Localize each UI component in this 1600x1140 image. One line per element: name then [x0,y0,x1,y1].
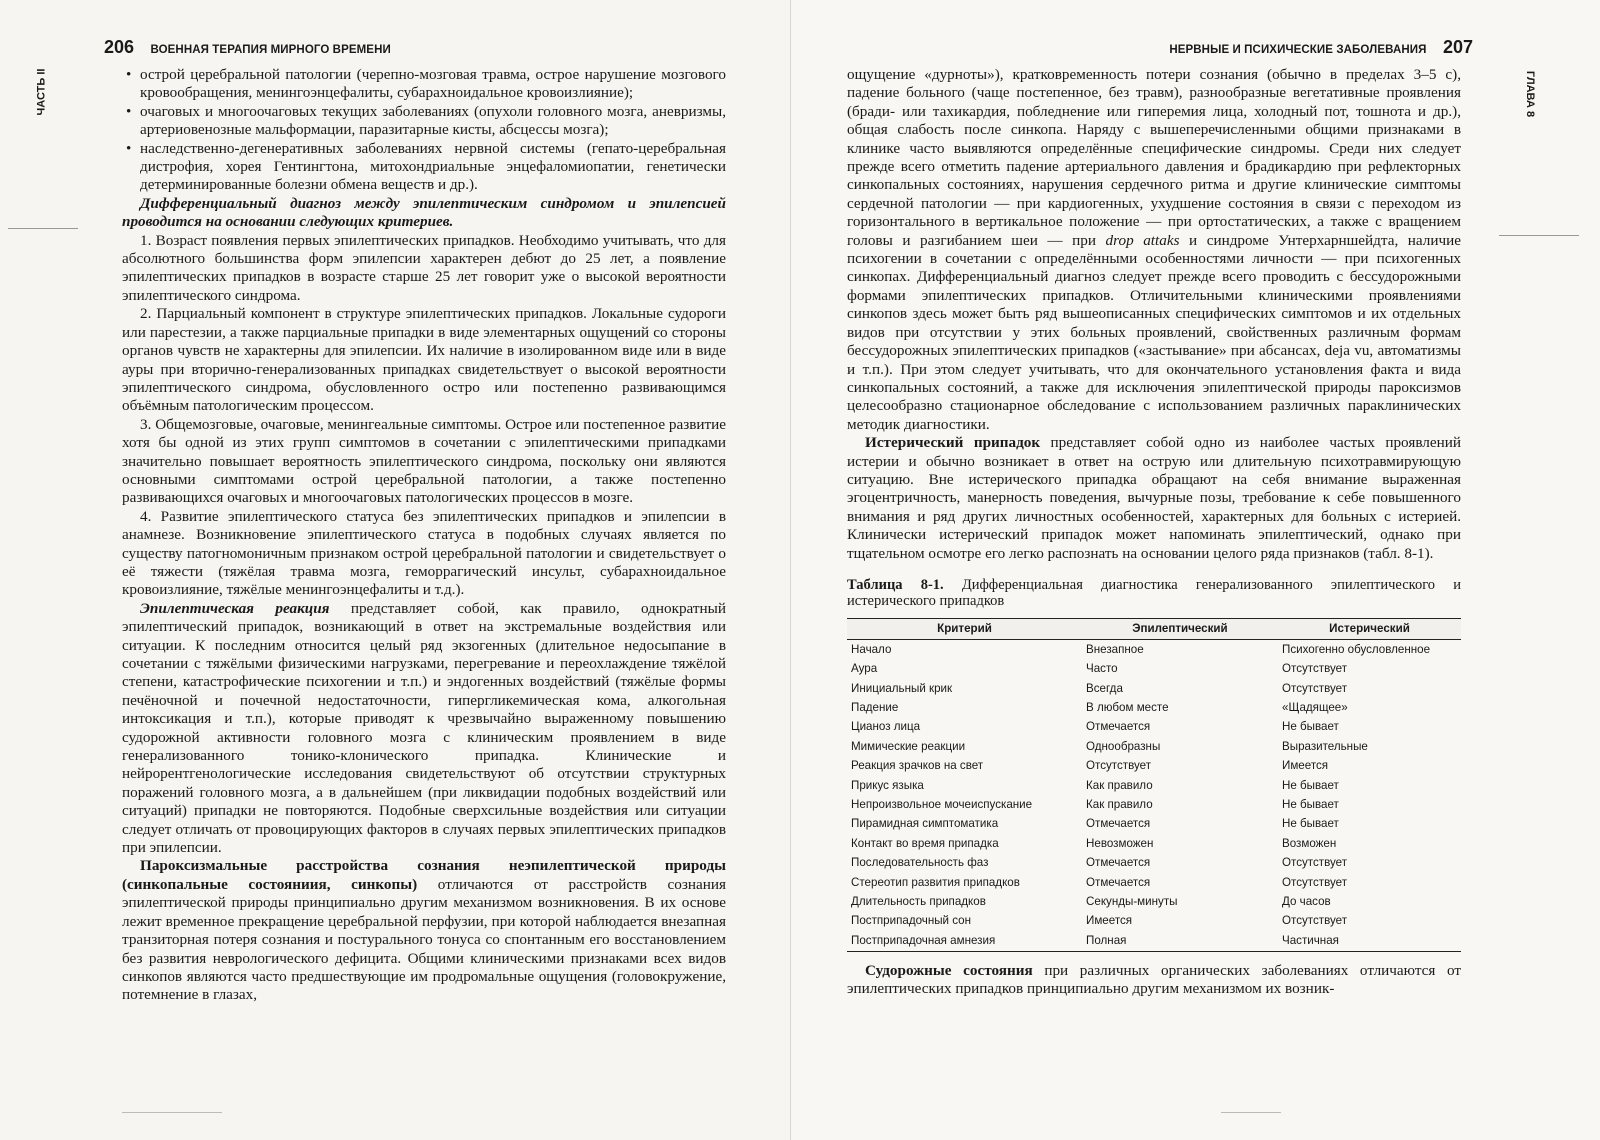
right-tab-rule [1499,235,1579,236]
table-row [847,912,1461,931]
left-footer-rule [122,1112,222,1113]
table-caption [847,577,1461,610]
list-item: • острой церебральной патологии (черепно-мозговая травма, острое нарушение мозгового кровообращения, менингоэнцефалиты, субарахноидальное кровоизлияние); [122,66,726,103]
table-header-row [847,618,1461,639]
right-page-number: 207 [1442,37,1473,57]
table-cell: Отмечается [1086,720,1151,734]
table-cell: Внезапное [1086,642,1144,656]
table-cell: Реакция зрачков на свет [851,759,984,773]
table-cell: Постприпадочная амнезия [847,931,1082,951]
table-cell: Длительность припадков [851,894,986,908]
table-row [847,834,1461,853]
table-cell: Как правило [1086,797,1153,811]
table-cell: Секунды-минуты [1086,894,1178,908]
reaction-paragraph [122,600,726,858]
table-label: Таблица 8-1. [847,576,944,593]
diff-intro: Дифференциальный диагноз между эпилептическим синдромом и эпилепсией проводится на основании следующих критериев. [122,194,726,231]
drop-attaks-term: drop attaks [1105,231,1180,249]
paroxysm-term: Пароксизмальные расстройства сознания неэпилептической природы (синкопальные состояниия, синкопы) [122,857,726,893]
table-cell: Полная [1082,931,1278,951]
table-row [847,815,1461,834]
seizure-text: при различных органических заболеваниях отличаются от эпилептических припадков принципиально другим механизмом их возник- [847,961,1462,998]
table-header: Истерический [1278,618,1461,639]
table-row [847,873,1461,892]
criterion-paragraph: 3. Общемозговые, очаговые, менингеальные симптомы. Острое или постепенное развитие хотя бы одной из этих групп симптомов в сочетании с эпилептическими припадками значительно повышает вероятность эпилептического синдрома, поскольку они являются основными симптомами острой церебральной патологии, а также постепенно развивающихся очаговых и многоочаговых патологических процессов в мозге. [122,415,726,507]
continued-text-2: и синдроме Унтерхарншейдта, наличие психогении в сочетании с определёнными особенностями личности — при психогенных синкопах. Дифференциальный диагноз следует прежде всего проводить с бессудорожными формами эпилептических припадков. Отличительными клиническими проявлениями синкопов здесь может быть ряд вышеописанных специфических симптомов и их отдельных видов при отсутствии у этих больных проявлений, свойственных различным формам бессудорожных эпилептических припадков («застывание» при абсансах, deja vu, автоматизмы и т.п.). При этом следует учитывать, что для окончательного установления факта и вида синкопальных состояний, а также для исключения эпилептической природы пароксизмов целесообразно стационарное обследование с использованием различных параклинических методик диагностики. [847,231,1462,433]
left-side-tab: ЧАСТЬ II [35,68,48,116]
table-cell: Постприпадочный сон [851,914,972,928]
paroxysm-paragraph [122,857,726,1004]
table-cell: Частичная [1278,931,1461,951]
table-cell: До часов [1282,894,1331,908]
table-caption-text: Дифференциальная диагностика генерализованного эпилептического и истерического припадков [847,576,1461,610]
table-cell: Часто [1086,662,1118,676]
table-row [847,718,1461,737]
table-cell: Отсутствует [1282,875,1348,889]
list-item: • очаговых и многоочаговых текущих заболеваниях (опухоли головного мозга, аневризмы, артериовенозные мальформации, паразитарные кисты, абсцессы мозга); [122,103,726,140]
right-text-column [847,66,1461,998]
left-running-title: ВОЕННАЯ ТЕРАПИЯ МИРНОГО ВРЕМЕНИ [150,44,391,56]
paroxysm-text: отличаются от расстройств сознания эпилептической природы принципиально другим механизмом возникновения. В их основе лежит временное прекращение церебральной перфузии, при которой наблюдается внезапная транзиторная потеря сознания и постурального тонуса со спонтанным его восстановлением без развития неврологического дефицита. Общими клиническими признаками всех видов синкопов являются часто предшествующие им продромальные ощущения (головокружение, потемнение в глазах, [122,875,726,1004]
left-page [0,0,790,1140]
table-cell: Всегда [1086,681,1123,695]
table-cell: Отсутствует [1282,914,1348,928]
table-cell: «Щадящее» [1282,701,1348,715]
right-page [790,0,1600,1140]
table-cell: Отмечается [1086,856,1151,870]
table-cell: В любом месте [1086,701,1169,715]
left-tab-rule [8,228,78,229]
continued-text: ощущение «дурноты»), кратковременность потери сознания (обычно в пределах 3–5 с), падение больного (чаще постепенное, без травм), разнообразные вегетативные проявления (бради- или тахикардия, побледнение или гиперемия лица, холодный пот, тошнота и др.), общая слабость после синкопа. Наряду с вышеперечисленными общими признаками в клинике часто выявляются определённые специфические синдромы. Среди них следует прежде всего отметить падение артериального давления и брадикардию при рефлекторных синкопальных состояниях, нарушения сердечного ритма и другие клинические симптомы сердечной патологии — при кардиогенных, ухудшение состояния в связи с переходом из горизонтального в вертикальное положение — при ортостатических, а также с вращением головы и разгибанием шеи — при [847,66,1461,249]
table-cell: Отмечается [1086,817,1151,831]
right-footer-rule [1221,1112,1281,1113]
table-cell: Выразительные [1282,739,1368,753]
list-item: • наследственно-дегенеративных заболеваниях нервной системы (гепато-церебральная дистрофия, хорея Гентингтона, митохондриальные энцефаломиопатии, генетически детерминированные болезни обмена веществ и др.). [122,140,726,195]
table-cell: Цианоз лица [851,720,921,734]
criterion-paragraph: 2. Парциальный компонент в структуре эпилептических припадков. Локальные судороги или парестезии, а также парциальные припадки в виде элементарных ощущений со стороны органов чувств не характерны для эпилепсии. Их наличие в изолированном виде или в виде ауры при вторично-генерализованных припадках свидетельствует о высокой вероятности эпилептического синдрома, обусловленного остро или постепенно развивающимся объёмным патологическим процессом. [122,305,726,415]
table-cell: Последовательность фаз [851,856,989,870]
table-row [847,776,1461,795]
reaction-text: представляет собой, как правило, однократный эпилептический припадок, возникающий в ответ на экстремальные воздействия или ситуации. К последним относится целый ряд экзогенных (длительное недосыпание в сочетании с тяжёлыми физическими нагрузками, перегревание и переохлаждение тяжёлой степени, катастрофические психогении и т.п.) и эндогенных воздействий (тяжёлые формы печёночной и почечной недостаточности, гипергликемическая кома, алкогольная интоксикация и т.п.), которые приводят к чрезвычайно выраженному повышению судорожной активности головного мозга с клиническим проявлением в виде генерализованного тонико-клонического припадка. Клинические и нейрорентгенологические исследования свидетельствуют об отсутствии структурных поражений головного мозга, а в дальнейшем (при ликвидации подобных воздействий или ситуаций) припадки не повторяются. Подобные сверхсильные воздействия или ситуации следует отличать от провоцирующих факторов в случаях первых эпилептических припадков при эпилепсии. [122,599,726,857]
table-cell: Отсутствует [1086,759,1152,773]
table-cell: Отмечается [1086,875,1151,889]
seizure-paragraph [847,962,1461,999]
table-row [847,660,1461,679]
table-row [847,699,1461,718]
continued-paragraph [847,66,1461,434]
left-page-number: 206 [104,37,135,57]
diagnosis-table [847,618,1461,952]
table-row [847,854,1461,873]
left-text-column [122,66,726,1005]
table-cell: Начало [851,642,892,656]
seizure-term: Судорожные состояния [865,961,1033,979]
bullet-list [122,66,726,195]
table-row [847,796,1461,815]
table-cell: Аура [851,662,878,676]
table-cell: Отсутствует [1282,662,1348,676]
table-cell: Пирамидная симптоматика [851,817,999,831]
table-cell: Имеется [1282,759,1329,773]
table-row [847,892,1461,911]
table-row [847,640,1461,660]
table-cell: Мимические реакции [851,739,966,753]
table-cell: Возможен [1282,836,1337,850]
table-cell: Непроизвольное мочеиспускание [851,797,1033,811]
table-cell: Психогенно обусловленное [1282,642,1431,656]
table-cell: Не бывает [1282,778,1339,792]
table-cell: Инициальный крик [851,681,953,695]
table-cell: Стереотип развития припадков [851,875,1020,889]
table-cell: Невозможен [1086,836,1154,850]
hysteria-text: представляет собой одно из наиболее частых проявлений истерии и обычно возникает в ответ на острую или длительную психотравмирующую ситуацию. Вне истерического припадка обращают на себя внимание выраженная эгоцентричность, манерность поведения, вычурные позы, требование к себе повышенного внимания и ряд других личностных особенностей, характерных для больных с истерией. Клинически истерический припадок может напоминать эпилептический, однако при тщательном осмотре его легко распознать на основании целого ряда признаков (табл. 8-1). [847,434,1462,562]
hysteria-paragraph [847,434,1461,563]
left-page-header [104,37,391,58]
reaction-term: Эпилептическая реакция [140,599,330,617]
table-row [847,737,1461,756]
table-cell: Отсутствует [1282,856,1348,870]
table-cell: Прикус языка [851,778,924,792]
table-cell: Имеется [1086,914,1133,928]
table-row [847,931,1461,951]
right-page-header [1169,37,1473,58]
table-cell: Как правило [1086,778,1153,792]
table-header: Эпилептический [1082,618,1278,639]
criterion-paragraph: 1. Возраст появления первых эпилептических припадков. Необходимо учитывать, что для абсолютного большинства форм эпилепсии характерен дебют до 25 лет, а появление эпилептических припадков в возрасте старше 25 лет говорит уже о высокой вероятности эпилептического синдрома. [122,231,726,304]
table-cell: Падение [851,701,899,715]
table-row [847,679,1461,698]
table-cell: Не бывает [1282,720,1339,734]
right-side-tab: ГЛАВА 8 [1524,70,1537,118]
table-header: Критерий [847,618,1082,639]
table-cell: Не бывает [1282,797,1339,811]
table-cell: Контакт во время припадка [851,836,999,850]
table-cell: Не бывает [1282,817,1339,831]
table-cell: Однообразны [1086,739,1161,753]
right-running-title: НЕРВНЫЕ И ПСИХИЧЕСКИЕ ЗАБОЛЕВАНИЯ [1169,44,1427,56]
hysteria-term: Истерический припадок [865,434,1041,452]
criterion-paragraph: 4. Развитие эпилептического статуса без эпилептических припадков и эпилепсии в анамнезе. Возникновение эпилептического статуса в подобных случаях является по существу патогномоничным признаком острой церебральной патологии и свидетельствует о её тяжести (тяжёлая травма мозга, геморрагический инсульт, субарахноидальное кровоизлияние, тяжёлые менингоэнцефалиты и т.д.). [122,507,726,599]
table-cell: Отсутствует [1282,681,1348,695]
table-body [847,640,1461,951]
table-row [847,757,1461,776]
